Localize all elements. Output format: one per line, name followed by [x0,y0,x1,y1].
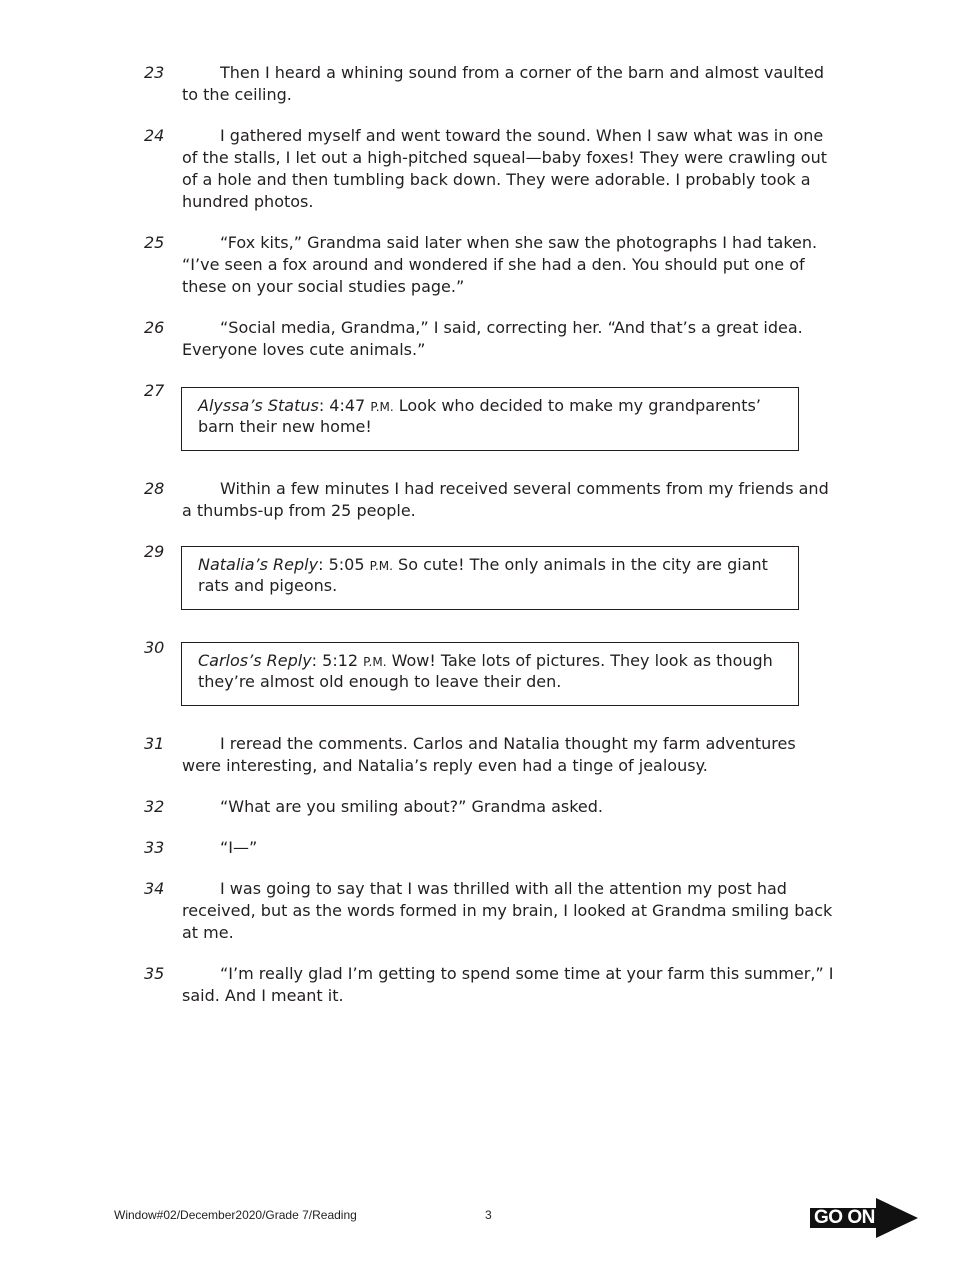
post-author: Carlos’s Reply [198,651,312,670]
paragraph-text: “Social media, Grandma,” I said, correcting her. “And that’s a great idea. Everyone loves cute animals.” [182,318,803,359]
paragraph-text: I was going to say that I was thrilled with all the attention my post had received, but as the words formed in my brain, I looked at Grandma smiling back at me. [182,879,833,942]
post-time: : 5:12 [311,651,364,670]
paragraph-number: 33 [144,838,165,857]
post-author: Alyssa’s Status [198,396,319,415]
status-post-box [181,387,799,451]
paragraph-number: 25 [144,233,165,252]
paragraph-number: 35 [144,964,165,983]
post-time: : 4:47 [318,396,371,415]
paragraph-number: 27 [144,381,165,400]
post-ampm: P.M. [369,559,393,573]
post-text: Wow! Take lots of pictures. They look as though they’re almost old enough to leave their den. [198,651,773,691]
paragraph-text: “Fox kits,” Grandma said later when she saw the photographs I had taken. “I’ve seen a fox around and wondered if she had a den. You should put one of these on your social studies page.” [182,233,818,296]
paragraph-text: Then I heard a whining sound from a corner of the barn and almost vaulted to the ceiling. [182,63,825,104]
paragraph-text: “I’m really glad I’m getting to spend some time at your farm this summer,” I said. And I meant it. [182,964,834,1005]
footer-form-id: Window#02/December2020/Grade 7/Reading [114,1208,357,1222]
post-text: So cute! The only animals in the city are giant rats and pigeons. [198,555,768,595]
paragraph-number: 30 [144,638,165,657]
go-on-label: GO ON [814,1207,875,1228]
paragraph-number: 28 [144,479,165,498]
post-author: Natalia’s Reply [198,555,319,574]
paragraph-number: 29 [144,542,165,561]
reply-post-box [181,642,799,706]
paragraph-text: “I—” [220,838,258,857]
paragraph-text: “What are you smiling about?” Grandma asked. [220,797,604,816]
paragraph-number: 23 [144,63,165,82]
paragraph-text: I gathered myself and went toward the sound. When I saw what was in one of the stalls, I let out a high-pitched squeal—baby foxes! They were crawling out of a hole and then tumbling back down. They were adorable. I probably took a hundred photos. [182,126,827,211]
paragraph-text: I reread the comments. Carlos and Natalia thought my farm adventures were interesting, and Natalia’s reply even had a tinge of jealousy. [182,734,796,775]
reply-post-box [181,546,799,610]
post-ampm: P.M. [363,655,387,669]
paragraph-number: 32 [144,797,165,816]
post-ampm: P.M. [370,400,394,414]
paragraph-text: Within a few minutes I had received several comments from my friends and a thumbs-up from 25 people. [182,479,829,520]
post-text: Look who decided to make my grandparents’ barn their new home! [198,396,761,436]
page-number: 3 [485,1208,492,1222]
paragraph-number: 31 [144,734,165,753]
paragraph-number: 24 [144,126,165,145]
paragraph-number: 26 [144,318,165,337]
post-time: : 5:05 [318,555,370,574]
paragraph-number: 34 [144,879,165,898]
go-on-arrow-icon [810,1198,920,1238]
